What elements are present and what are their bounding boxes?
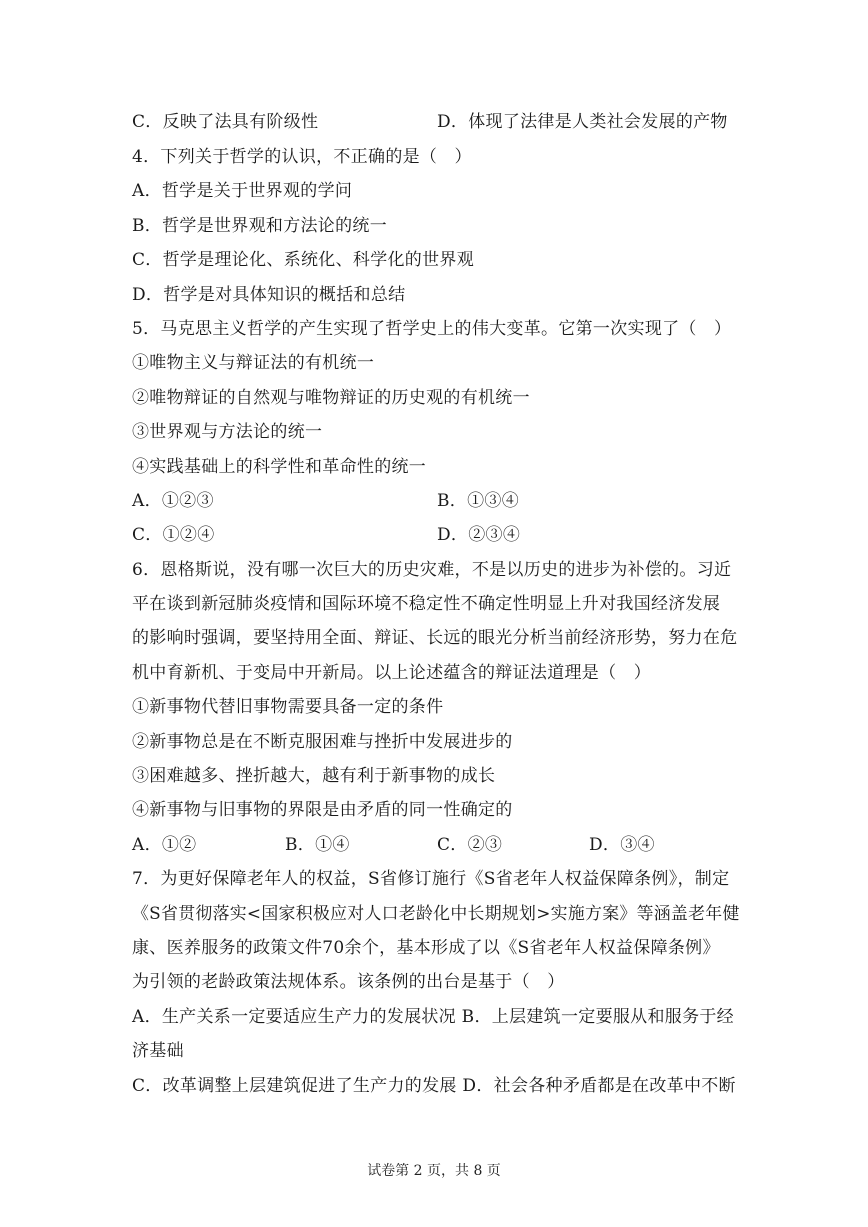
q5-item-4: ④实践基础上的科学性和革命性的统一 [132,457,427,477]
q6-option-d: D．③④ [589,835,655,855]
q4-option-c: C．哲学是理论化、系统化、科学化的世界观 [132,250,475,270]
q6-option-a: A．①② [132,835,197,855]
q7-stem-line-4: 为引领的老龄政策法规体系。该条例的出台是基于（ ） [132,972,565,992]
q3-option-c: C．反映了法具有阶级性 [132,112,319,132]
q4-stem: 4．下列关于哲学的认识，不正确的是（ ） [132,147,472,167]
q4-option-d: D．哲学是对具体知识的概括和总结 [132,285,406,305]
page-footer: 试卷第 2 页，共 8 页 [367,1163,501,1179]
q7-stem-line-3: 康、医养服务的政策文件70余个，基本形成了以《S省老年人权益保障条例》 [132,938,720,958]
q6-stem-line-2: 平在谈到新冠肺炎疫情和国际环境不稳定性不确定性明显上升对我国经济发展 [132,594,721,614]
q6-item-4: ④新事物与旧事物的界限是由矛盾的同一性确定的 [132,800,513,820]
q7-options-ab-line-1: A．生产关系一定要适应生产力的发展状况 B．上层建筑一定要服从和服务于经 [132,1007,734,1027]
q5-stem: 5．马克思主义哲学的产生实现了哲学史上的伟大变革。它第一次实现了（ ） [132,319,732,339]
q6-stem-line-3: 的影响时强调，要坚持用全面、辩证、长远的眼光分析当前经济形势，努力在危 [132,628,738,648]
q5-item-2: ②唯物辩证的自然观与唯物辩证的历史观的有机统一 [132,388,530,408]
q5-option-d: D．②③④ [437,525,521,545]
q7-options-cd-line-1: C．改革调整上层建筑促进了生产力的发展 D．社会各种矛盾都是在改革中不断 [132,1076,736,1096]
q7-stem-line-2: 《S省贯彻落实<国家积极应对人口老龄化中长期规划>实施方案》等涵盖老年健 [132,904,740,924]
q6-item-2: ②新事物总是在不断克服困难与挫折中发展进步的 [132,732,513,752]
q6-stem-line-1: 6．恩格斯说，没有哪一次巨大的历史灾难，不是以历史的进步为补偿的。习近 [132,560,732,580]
q7-options-ab-line-2: 济基础 [132,1041,184,1061]
q6-option-b: B．①④ [285,835,350,855]
q4-option-b: B．哲学是世界观和方法论的统一 [132,216,387,236]
q6-option-c: C．②③ [437,835,503,855]
q4-option-a: A．哲学是关于世界观的学问 [132,181,353,201]
q7-stem-line-1: 7．为更好保障老年人的权益，S省修订施行《S省老年人权益保障条例》，制定 [132,869,730,889]
q6-item-1: ①新事物代替旧事物需要具备一定的条件 [132,697,444,717]
q5-option-b: B．①③④ [437,491,519,511]
q6-item-3: ③困难越多、挫折越大，越有利于新事物的成长 [132,766,496,786]
q5-item-1: ①唯物主义与辩证法的有机统一 [132,353,375,373]
q3-option-d: D．体现了法律是人类社会发展的产物 [437,112,728,132]
q5-option-c: C．①②④ [132,525,215,545]
q6-stem-line-4: 机中育新机、于变局中开新局。以上论述蕴含的辩证法道理是（ ） [132,663,651,683]
q5-item-3: ③世界观与方法论的统一 [132,422,323,442]
q5-option-a: A．①②③ [132,491,214,511]
